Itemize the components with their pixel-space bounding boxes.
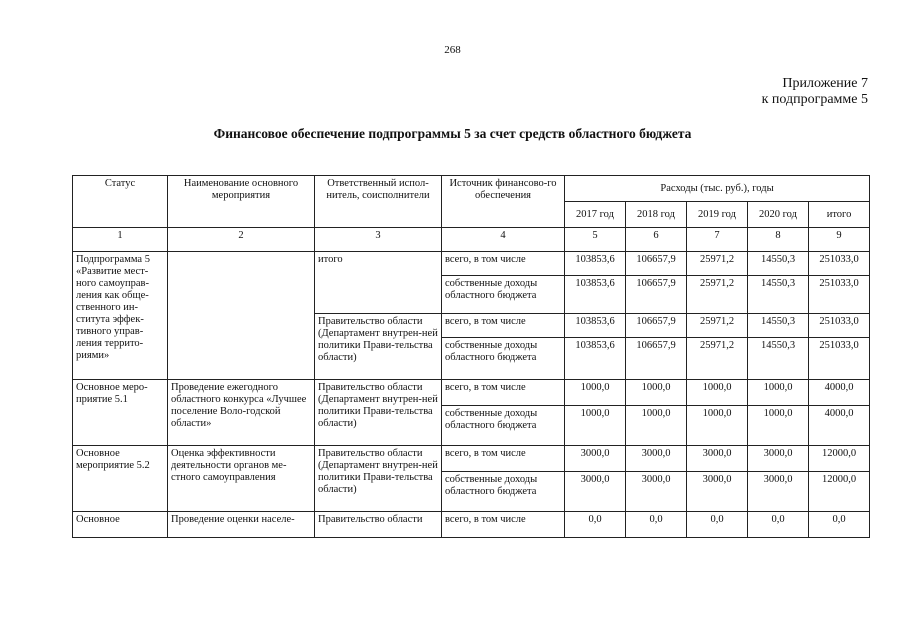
event-name-cell: Проведение ежегодного областного конкурса «Лучшее поселение Воло-годской области» [168, 380, 315, 446]
value-cell: 1000,0 [626, 380, 687, 406]
responsible-cell: Правительство области (Департамент внутрен-ней политики Прави-тельства области) [315, 446, 442, 512]
value-cell: 0,0 [687, 512, 748, 538]
value-cell: 3000,0 [748, 472, 809, 512]
table-row [73, 446, 870, 472]
value-cell: 106657,9 [626, 314, 687, 338]
value-cell: 1000,0 [748, 380, 809, 406]
appendix-line-1: Приложение 7 [782, 76, 868, 91]
value-cell: 25971,2 [687, 276, 748, 314]
value-cell: 251033,0 [809, 338, 870, 380]
page-number: 268 [444, 44, 461, 56]
header-responsible: Ответственный испол-нитель, соисполнители [315, 176, 442, 228]
value-cell: 14550,3 [748, 276, 809, 314]
value-cell: 1000,0 [687, 406, 748, 446]
value-cell: 3000,0 [565, 446, 626, 472]
value-cell: 103853,6 [565, 252, 626, 276]
value-cell: 14550,3 [748, 252, 809, 276]
value-cell: 4000,0 [809, 380, 870, 406]
value-cell: 1000,0 [748, 406, 809, 446]
value-cell: 251033,0 [809, 252, 870, 276]
header-total: итого [809, 202, 870, 228]
source-cell: собственные доходы областного бюджета [442, 276, 565, 314]
column-number: 5 [565, 228, 626, 252]
appendix-line-2: к подпрограмме 5 [761, 92, 868, 107]
header-year-2017: 2017 год [565, 202, 626, 228]
value-cell: 0,0 [626, 512, 687, 538]
event-name-cell [168, 252, 315, 380]
table-row [73, 252, 870, 276]
responsible-cell: Правительство области (Департамент внутрен-ней политики Прави-тельства области) [315, 380, 442, 446]
value-cell: 251033,0 [809, 276, 870, 314]
value-cell: 3000,0 [565, 472, 626, 512]
value-cell: 14550,3 [748, 314, 809, 338]
responsible-cell: Правительство области (Департамент внутрен-ней политики Прави-тельства области) [315, 314, 442, 380]
status-cell: Подпрограмма 5 «Развитие мест-ного самоуправ-ления как обще-ственного ин-ститута эффек-тивного управ-ления террито-риями» [73, 252, 168, 380]
source-cell: собственные доходы областного бюджета [442, 472, 565, 512]
value-cell: 106657,9 [626, 338, 687, 380]
column-number: 3 [315, 228, 442, 252]
source-cell: всего, в том числе [442, 512, 565, 538]
value-cell: 103853,6 [565, 276, 626, 314]
appendix-note [762, 76, 868, 108]
financing-table [72, 175, 870, 538]
source-cell: всего, в том числе [442, 446, 565, 472]
source-cell: собственные доходы областного бюджета [442, 406, 565, 446]
status-cell: Основное меро-приятие 5.1 [73, 380, 168, 446]
column-number: 6 [626, 228, 687, 252]
column-number: 1 [73, 228, 168, 252]
value-cell: 4000,0 [809, 406, 870, 446]
value-cell: 3000,0 [626, 446, 687, 472]
column-number: 8 [748, 228, 809, 252]
column-number: 9 [809, 228, 870, 252]
table-row [73, 380, 870, 406]
value-cell: 3000,0 [626, 472, 687, 512]
column-number: 4 [442, 228, 565, 252]
event-name-cell: Проведение оценки населе- [168, 512, 315, 538]
value-cell: 106657,9 [626, 252, 687, 276]
status-cell: Основное мероприятие 5.2 [73, 446, 168, 512]
value-cell: 25971,2 [687, 314, 748, 338]
column-number-row [73, 228, 870, 252]
header-status: Статус [73, 176, 168, 228]
header-year-2020: 2020 год [748, 202, 809, 228]
source-cell: всего, в том числе [442, 380, 565, 406]
value-cell: 14550,3 [748, 338, 809, 380]
value-cell: 251033,0 [809, 314, 870, 338]
value-cell: 3000,0 [687, 472, 748, 512]
value-cell: 106657,9 [626, 276, 687, 314]
value-cell: 12000,0 [809, 472, 870, 512]
event-name-cell: Оценка эффективности деятельности органов ме-стного самоуправления [168, 446, 315, 512]
value-cell: 3000,0 [687, 446, 748, 472]
status-cell: Основное [73, 512, 168, 538]
value-cell: 25971,2 [687, 252, 748, 276]
value-cell: 0,0 [809, 512, 870, 538]
value-cell: 103853,6 [565, 314, 626, 338]
source-cell: собственные доходы областного бюджета [442, 338, 565, 380]
table-row [73, 512, 870, 538]
header-year-2018: 2018 год [626, 202, 687, 228]
header-year-2019: 2019 год [687, 202, 748, 228]
value-cell: 25971,2 [687, 338, 748, 380]
responsible-cell: итого [315, 252, 442, 314]
responsible-cell: Правительство области [315, 512, 442, 538]
header-event-name: Наименование основного мероприятия [168, 176, 315, 228]
header-row [73, 176, 870, 202]
source-cell: всего, в том числе [442, 314, 565, 338]
header-source: Источник финансово-го обеспечения [442, 176, 565, 228]
value-cell: 103853,6 [565, 338, 626, 380]
value-cell: 1000,0 [626, 406, 687, 446]
value-cell: 1000,0 [687, 380, 748, 406]
column-number: 7 [687, 228, 748, 252]
value-cell: 3000,0 [748, 446, 809, 472]
document-title: Финансовое обеспечение подпрограммы 5 за счет средств областного бюджета [213, 126, 692, 141]
value-cell: 1000,0 [565, 406, 626, 446]
source-cell: всего, в том числе [442, 252, 565, 276]
column-number: 2 [168, 228, 315, 252]
value-cell: 12000,0 [809, 446, 870, 472]
value-cell: 0,0 [565, 512, 626, 538]
value-cell: 0,0 [748, 512, 809, 538]
header-expenses: Расходы (тыс. руб.), годы [565, 176, 870, 202]
value-cell: 1000,0 [565, 380, 626, 406]
